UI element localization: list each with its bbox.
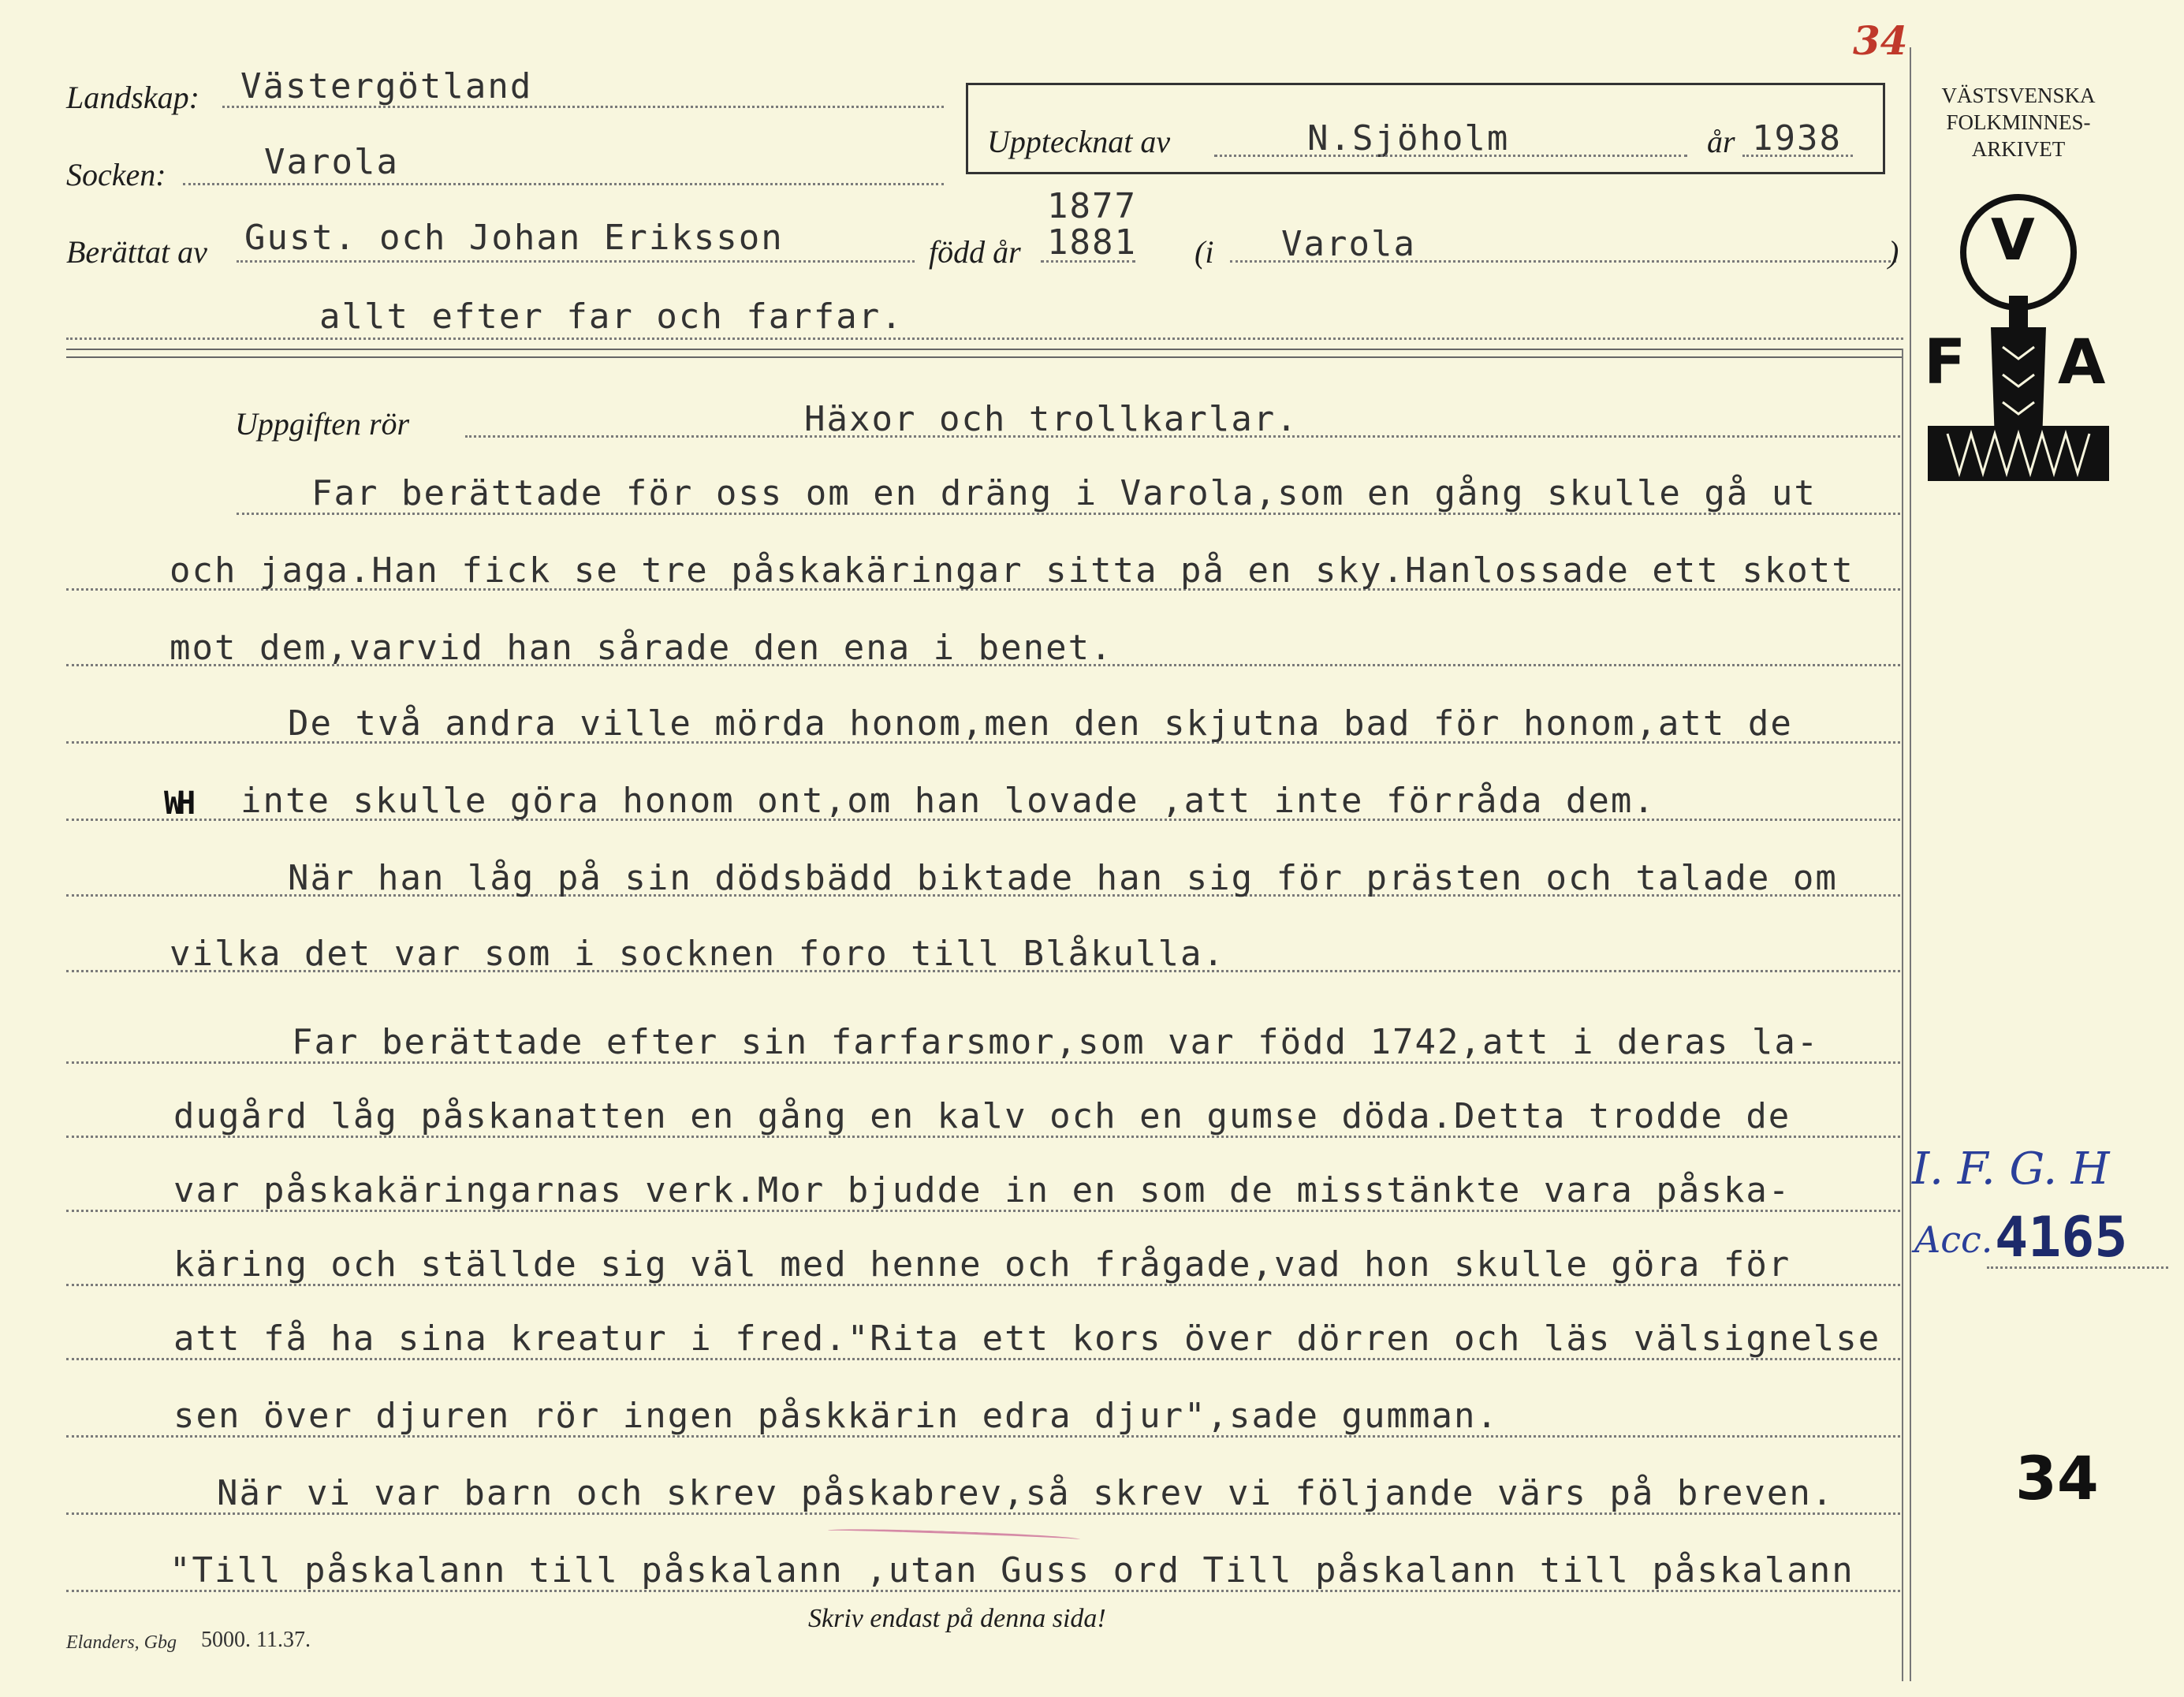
body-line-4: De två andra ville mörda honom,men den skjutna bad för honom,att de [288, 703, 1793, 744]
place-dotline [1230, 260, 1896, 263]
logo-a-letter: A [2058, 327, 2106, 398]
body-line-12: att få ha sina kreatur i fred."Rita ett kors över dörren och läs välsignelse [173, 1318, 1881, 1359]
margin-line-1 [1902, 349, 1903, 1681]
page-number-handwritten: 34 [1853, 17, 1908, 64]
red-pencil-stroke [828, 1527, 1080, 1542]
body-line-11: käring och ställde sig väl med henne och frågade,vad hon skulle göra för [173, 1244, 1791, 1285]
year-dotline [1742, 155, 1853, 157]
narrator-label: Berättat av [66, 234, 207, 270]
narrator-value: Gust. och Johan Eriksson [244, 218, 784, 258]
born-dotline [1041, 260, 1135, 263]
place-value: Varola [1281, 224, 1416, 264]
place-close-paren: ) [1888, 234, 1899, 270]
logo-f-letter: F [1924, 327, 1966, 398]
body-line-10: var påskakäringarnas verk.Mor bjudde in en som de misstänkte vara påska- [173, 1170, 1791, 1210]
accession-dotline [1987, 1266, 2168, 1269]
footer-instruction: Skriv endast på denna sida! [808, 1604, 1106, 1633]
born-year-1: 1877 [1047, 186, 1137, 226]
page-number-stamp: 34 [2015, 1443, 2099, 1513]
recorder-label: Upptecknat av [987, 124, 1171, 159]
body-line-9: dugård låg påskanatten en gång en kalv och en gumse döda.Detta trodde de [173, 1096, 1791, 1136]
subject-label: Uppgiften rör [235, 406, 410, 442]
collection-code: I. F. G. H [1912, 1143, 2110, 1195]
header-rule-2 [66, 356, 1903, 358]
body-line-13: sen över djuren rör ingen påskkärin edra djur",sade gumman. [173, 1396, 1499, 1436]
body-line-8: Far berättade efter sin farfarsmor,som var född 1742,att i deras la- [292, 1022, 1820, 1062]
header-rule-1 [66, 349, 1903, 350]
archive-line-1: VÄSTSVENSKA [1941, 84, 2096, 107]
body-line-1: Far berättade för oss om en dräng i Varola,som en gång skulle gå ut [311, 473, 1817, 513]
accession-label: Acc. [1914, 1218, 1993, 1261]
print-code: 5000. 11.37. [201, 1628, 311, 1652]
socken-value: Varola [264, 142, 399, 182]
body-line-14: När vi var barn och skrev påskabrev,så skrev vi följande värs på breven. [217, 1473, 1835, 1513]
born-year-2: 1881 [1047, 222, 1137, 263]
narrator-dotline [237, 260, 915, 263]
year-label: år [1707, 124, 1735, 159]
body-line-2: och jaga.Han fick se tre påskakäringar sitta på en sky.Hanlossade ett skott [170, 550, 1854, 591]
subject-dotline [465, 435, 1900, 438]
body-line-7: vilka det var som i socknen foro till Blåkulla. [170, 934, 1226, 974]
socken-dotline [183, 183, 944, 185]
subject-value: Häxor och trollkarlar. [804, 399, 1299, 439]
landskap-label: Landskap: [66, 80, 199, 115]
socken-label: Socken: [66, 157, 166, 192]
archive-name [1916, 82, 2121, 162]
source-note: allt efter far och farfar. [319, 297, 904, 337]
archive-line-3: ARKIVET [1971, 137, 2066, 161]
body-line-3: mot dem,varvid han sårade den ena i benet. [170, 628, 1113, 668]
overtype-mark: WH [164, 785, 190, 822]
born-label: född år [929, 234, 1021, 270]
archive-line-2: FOLKMINNES- [1946, 110, 2091, 134]
margin-line-2 [1910, 47, 1911, 1681]
accession-number: 4165 [1995, 1205, 2128, 1270]
year-value: 1938 [1752, 118, 1842, 159]
body-line-15: "Till påskalann till påskalann ,utan Guss ord Till påskalann till påskalann [170, 1550, 1854, 1591]
landskap-value: Västergötland [240, 66, 533, 106]
printer-name: Elanders, Gbg [66, 1632, 177, 1653]
recorder-value: N.Sjöholm [1307, 118, 1510, 159]
place-label: (i [1194, 234, 1214, 270]
source-dotline [66, 338, 1903, 340]
logo-v-letter: V [1991, 207, 2035, 273]
recorder-dotline [1214, 155, 1687, 157]
body-line-5: inte skulle göra honom ont,om han lovade ,att inte förråda dem. [240, 781, 1656, 821]
body-line-6: När han låg på sin dödsbädd biktade han sig för prästen och talade om [288, 858, 1838, 898]
landskap-dotline [222, 106, 944, 108]
